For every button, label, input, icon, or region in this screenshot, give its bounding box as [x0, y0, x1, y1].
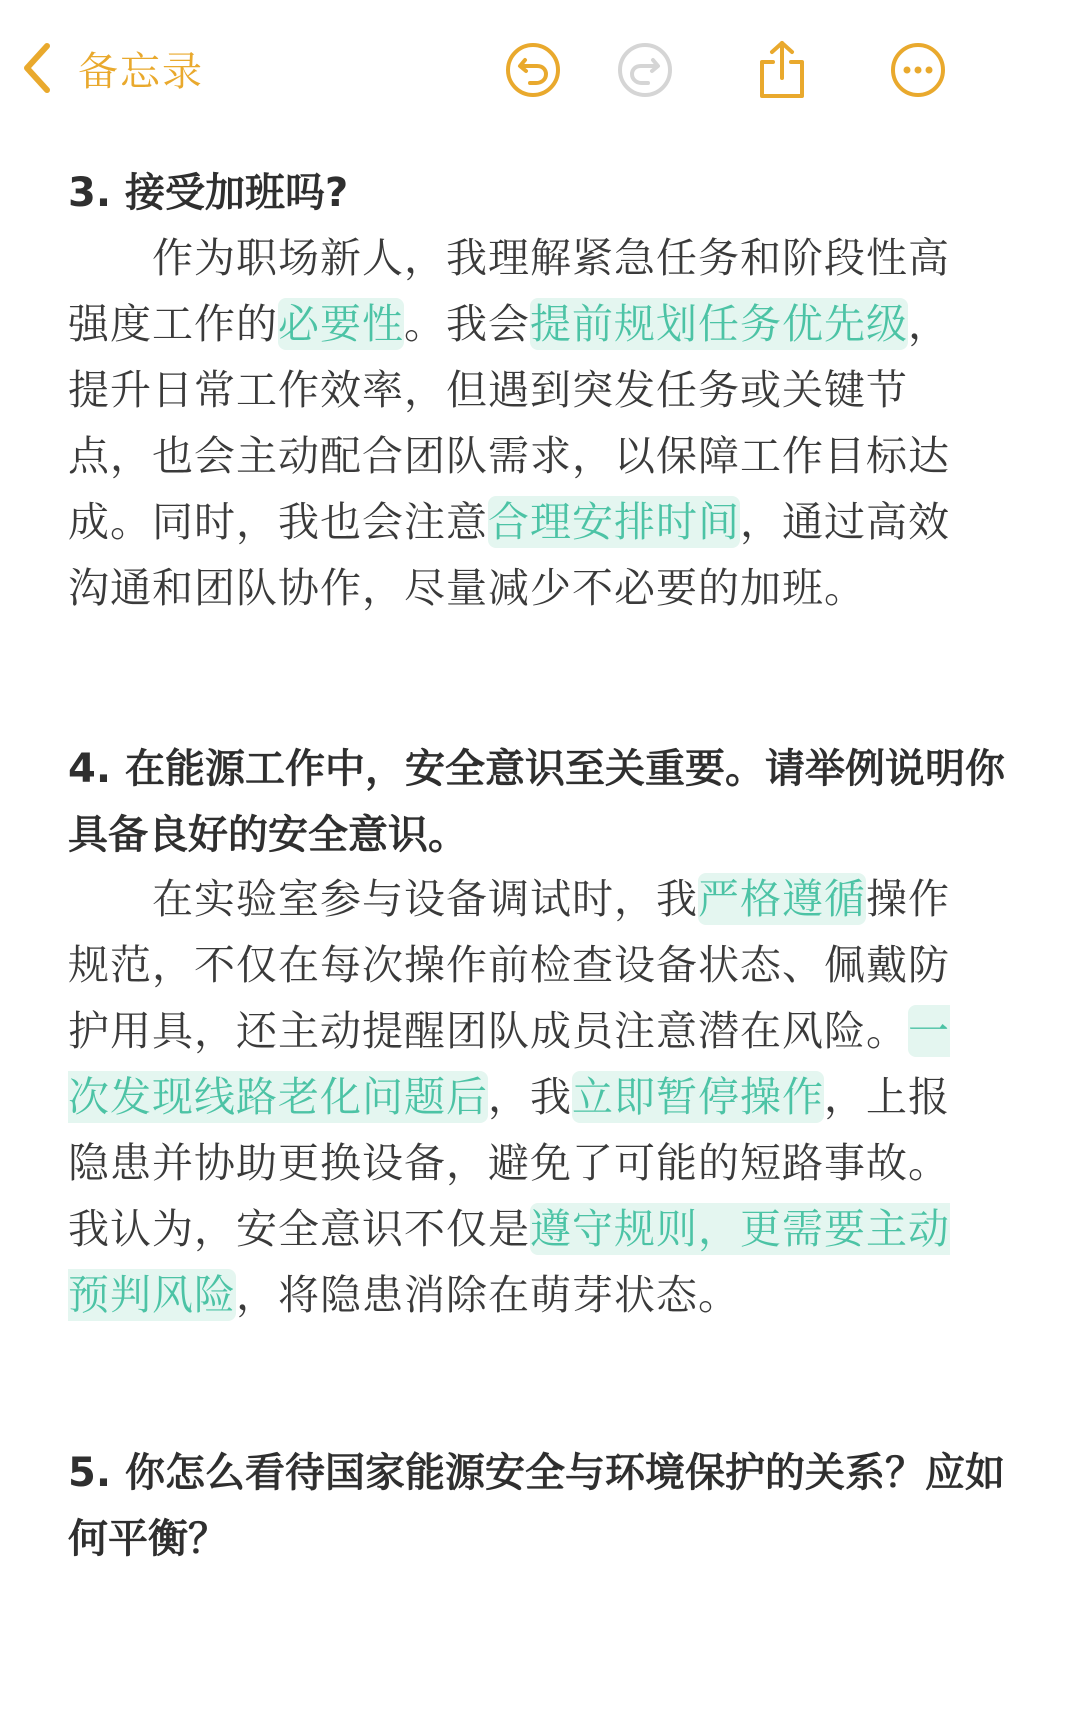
share-icon [752, 40, 812, 100]
back-label: 备忘录 [78, 48, 204, 95]
question-5: 5. 你怎么看待国家能源安全与环境保护的关系？应如何平衡？ [68, 1450, 1005, 1562]
highlight: 立即暂停操作 [572, 1073, 824, 1121]
more-button[interactable] [888, 40, 948, 100]
highlight: 提前规划任务优先级 [530, 300, 908, 348]
highlight: 严格遵循 [698, 875, 866, 923]
highlight: 合理安排时间 [488, 498, 740, 546]
more-icon [888, 40, 948, 100]
undo-icon [503, 40, 563, 100]
redo-icon [615, 40, 675, 100]
question-3: 3. 接受加班吗? [68, 170, 349, 216]
redo-button[interactable] [615, 40, 675, 100]
highlight: 必要性 [278, 300, 404, 348]
highlight: 一次发现线路老化问题后 [68, 1007, 950, 1121]
chevron-left-icon [22, 42, 52, 94]
highlight: 遵守规则，更需要主动预判风险 [68, 1205, 950, 1319]
undo-button[interactable] [503, 40, 563, 100]
navigation-bar [0, 0, 1080, 140]
answer-4: 在实验室参与设备调试时，我严格遵循操作规范，不仅在每次操作前检查设备状态、佩戴防护用具，还主动提醒团队成员注意潜在风险。一次发现线路老化问题后，我立即暂停操作，上报隐患并协助更换设备，避免了可能的短路事故。我认为，安全意识不仅是遵守规则，更需要主动预判风险，将隐患消除在萌芽状态。 [68, 875, 950, 1319]
question-4: 4. 在能源工作中，安全意识至关重要。请举例说明你具备良好的安全意识。 [68, 746, 1005, 858]
back-button[interactable] [22, 38, 204, 98]
share-button[interactable] [752, 40, 812, 100]
answer-3: 作为职场新人，我理解紧急任务和阶段性高强度工作的必要性。我会提前规划任务优先级，提升日常工作效率，但遇到突发任务或关键节点，也会主动配合团队需求，以保障工作目标达成。同时，我也会注意合理安排时间，通过高效沟通和团队协作，尽量减少不必要的加班。 [68, 234, 950, 612]
